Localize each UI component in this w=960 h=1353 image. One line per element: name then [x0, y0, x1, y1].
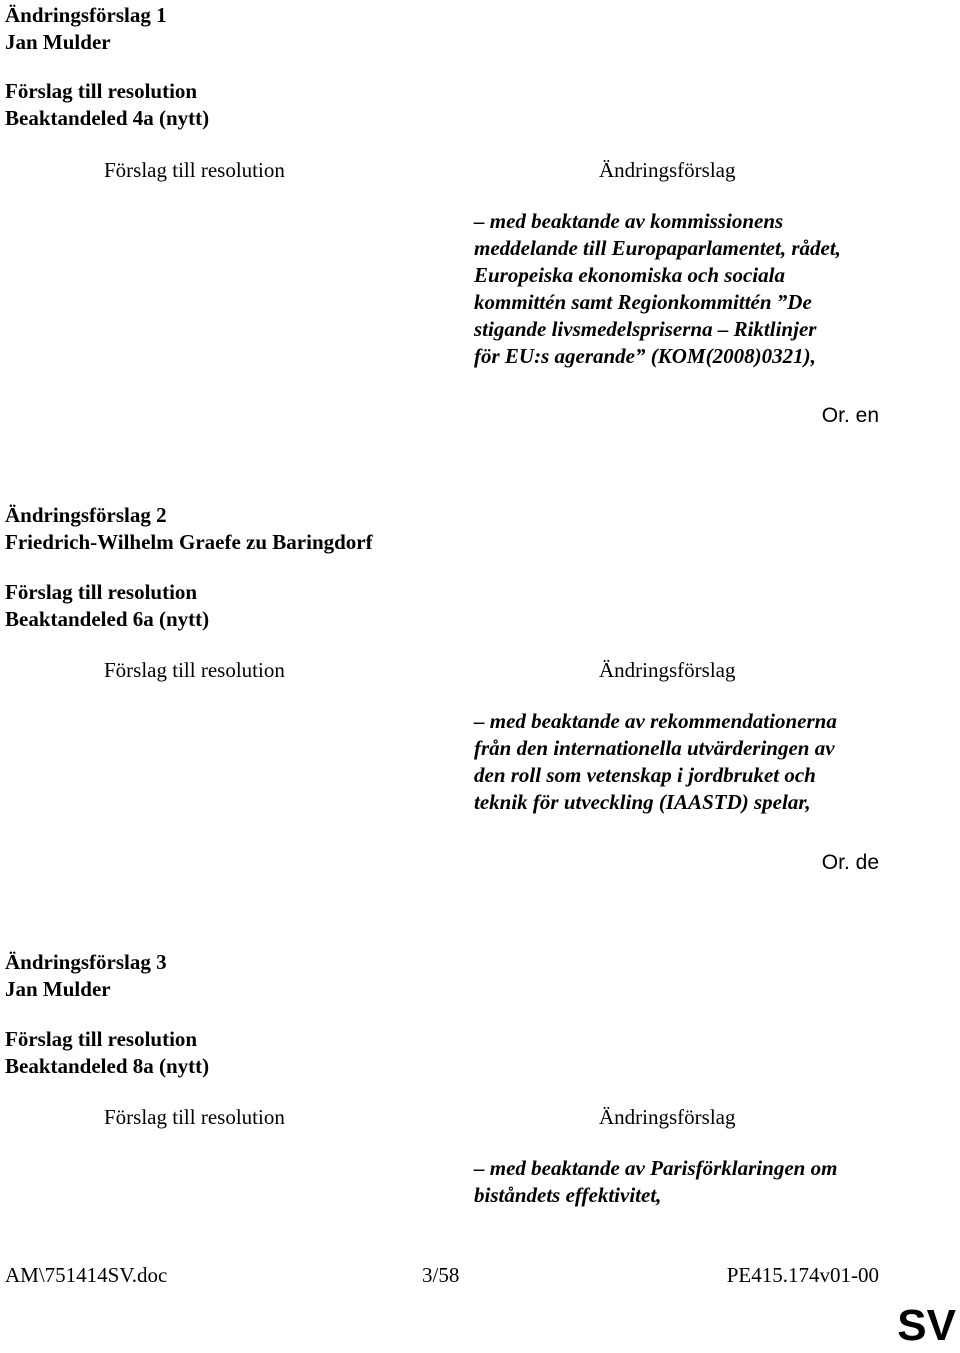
amendment-text-line: meddelande till Europaparlamentet, rådet, — [474, 236, 841, 260]
amendment-text-line: – med beaktande av rekommendationerna — [474, 709, 837, 733]
amendment-doc-type: Förslag till resolution — [5, 79, 198, 103]
column-header-right: Ändringsförslag — [599, 658, 736, 682]
original-language: Or. en — [821, 404, 879, 427]
footer-file-reference: AM\751414SV.doc — [5, 1263, 168, 1287]
amendment-text-line: – med beaktande av Parisförklaringen om — [474, 1156, 838, 1180]
amendment-text-line: den roll som vetenskap i jordbruket och — [474, 763, 816, 787]
amendment-text-line: biståndets effektivitet, — [474, 1183, 662, 1207]
column-header-right: Ändringsförslag — [599, 1105, 736, 1129]
footer-page-number: 3/58 — [422, 1263, 460, 1287]
amendment-text-line: från den internationella utvärderingen av — [474, 736, 835, 760]
amendment-text-line: för EU:s agerande” (KOM(2008)0321), — [474, 344, 816, 368]
column-header-left: Förslag till resolution — [104, 158, 285, 182]
amendment-heading: Ändringsförslag 2 — [5, 503, 167, 527]
amendment-text-line: stigande livsmedelspriserna – Riktlinjer — [474, 317, 817, 341]
amendment-citation: Beaktandeled 6a (nytt) — [5, 607, 210, 631]
amendment-heading: Ändringsförslag 1 — [5, 3, 167, 27]
amendment-doc-type: Förslag till resolution — [5, 580, 198, 604]
column-header-left: Förslag till resolution — [104, 1105, 285, 1129]
original-language: Or. de — [821, 851, 879, 874]
amendment-text-line: kommittén samt Regionkommittén ”De — [474, 290, 812, 314]
footer-pe-reference: PE415.174v01-00 — [726, 1263, 879, 1287]
amendment-text-line: Europeiska ekonomiska och sociala — [474, 263, 785, 287]
amendment-author: Friedrich-Wilhelm Graefe zu Baringdorf — [5, 530, 373, 554]
amendment-text-line: – med beaktande av kommissionens — [474, 209, 784, 233]
column-header-left: Förslag till resolution — [104, 658, 285, 682]
amendment-heading: Ändringsförslag 3 — [5, 950, 167, 974]
amendment-text-line: teknik för utveckling (IAASTD) spelar, — [474, 790, 811, 814]
amendment-author: Jan Mulder — [5, 30, 111, 54]
amendment-doc-type: Förslag till resolution — [5, 1027, 198, 1051]
amendment-citation: Beaktandeled 8a (nytt) — [5, 1054, 210, 1078]
language-mark: SV — [897, 1301, 956, 1350]
amendment-citation: Beaktandeled 4a (nytt) — [5, 106, 210, 130]
column-header-right: Ändringsförslag — [599, 158, 736, 182]
amendment-author: Jan Mulder — [5, 977, 111, 1001]
